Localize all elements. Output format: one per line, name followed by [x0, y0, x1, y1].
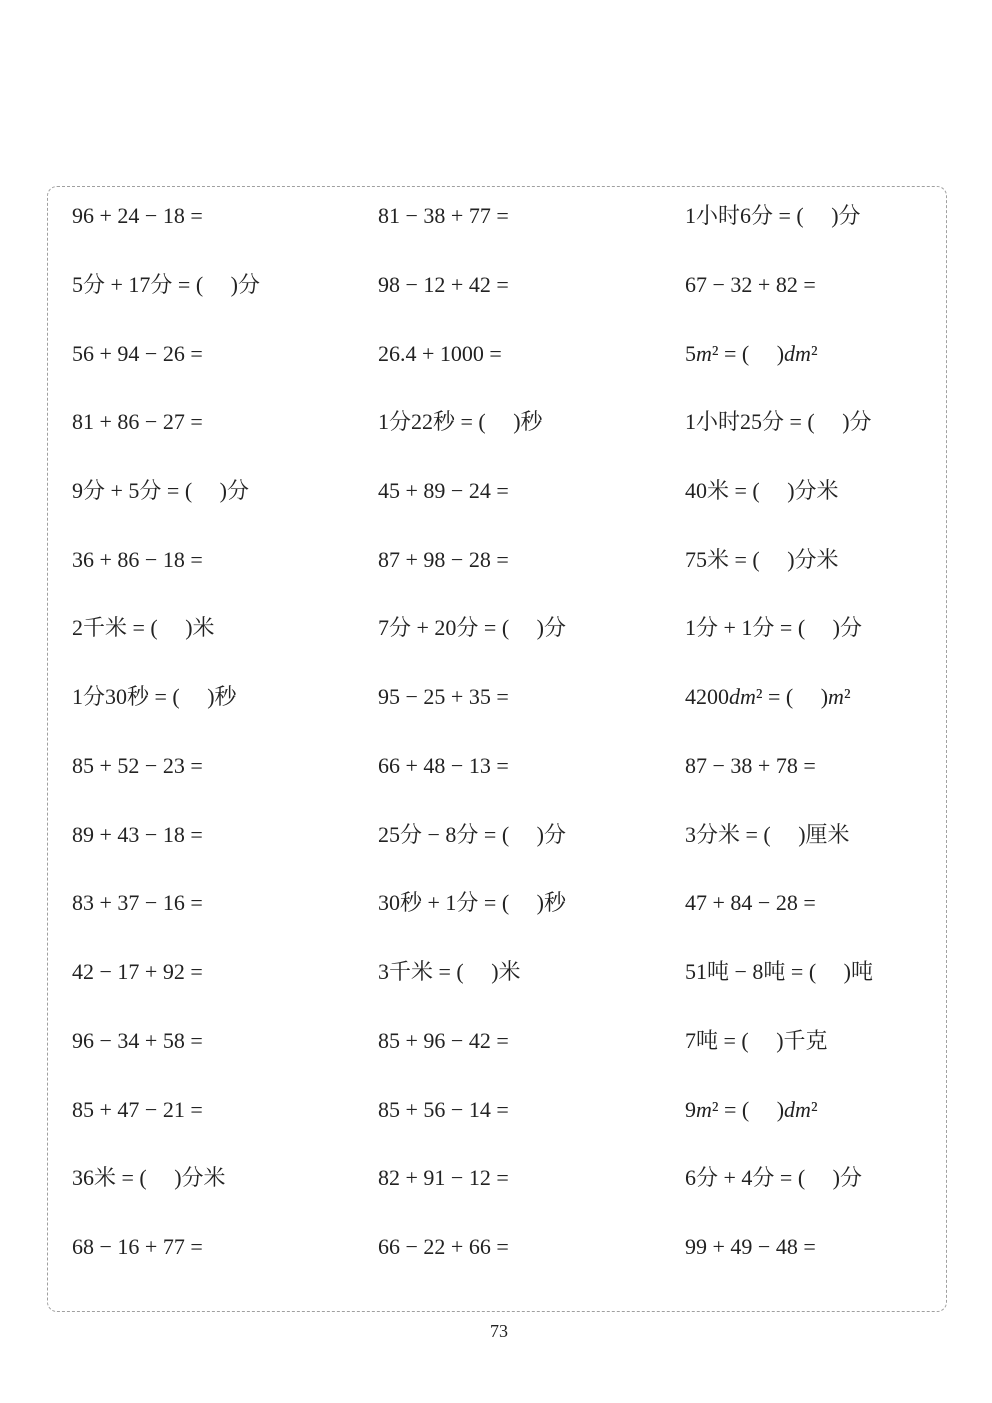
problem-r3-c1: 56 + 94 − 26 = [72, 340, 203, 366]
problem-r10-c1: 89 + 43 − 18 = [72, 821, 203, 847]
problem-r14-c3: 9m² = ( )dm² [685, 1096, 818, 1122]
problem-r7-c1: 2千米 = ( )米 [72, 615, 215, 641]
problem-r6-c2: 87 + 98 − 28 = [378, 546, 509, 572]
problem-r11-c3: 47 + 84 − 28 = [685, 890, 816, 916]
problem-r13-c2: 85 + 96 − 42 = [378, 1027, 509, 1053]
problem-r10-c2: 25分 − 8分 = ( )分 [378, 821, 566, 847]
problem-r13-c3: 7吨 = ( )千克 [685, 1027, 828, 1053]
problem-r3-c2: 26.4 + 1000 = [378, 340, 502, 366]
problem-r12-c3: 51吨 − 8吨 = ( )吨 [685, 959, 873, 984]
problem-r5-c2: 45 + 89 − 24 = [378, 477, 509, 503]
problem-r10-c3: 3分米 = ( )厘米 [685, 821, 850, 847]
problem-r11-c2: 30秒 + 1分 = ( )秒 [378, 890, 566, 916]
problem-r8-c3: 4200dm² = ( )m² [685, 684, 851, 710]
problem-r8-c1: 1分30秒 = ( )秒 [72, 684, 237, 710]
problem-r11-c1: 83 + 37 − 16 = [72, 890, 203, 916]
problem-r9-c1: 85 + 52 − 23 = [72, 752, 203, 778]
problem-r16-c1: 68 − 16 + 77 = [72, 1234, 203, 1259]
problem-r1-c3: 1小时6分 = ( )分 [685, 203, 861, 228]
problem-r16-c2: 66 − 22 + 66 = [378, 1234, 509, 1259]
problem-r13-c1: 96 − 34 + 58 = [72, 1027, 203, 1053]
problem-r7-c3: 1分 + 1分 = ( )分 [685, 615, 862, 641]
problem-r2-c1: 5分 + 17分 = ( )分 [72, 271, 260, 297]
problem-r15-c3: 6分 + 4分 = ( )分 [685, 1165, 862, 1191]
problem-r6-c1: 36 + 86 − 18 = [72, 546, 203, 572]
problem-r2-c3: 67 − 32 + 82 = [685, 271, 816, 297]
problem-r6-c3: 75米 = ( )分米 [685, 546, 839, 572]
problem-r9-c2: 66 + 48 − 13 = [378, 752, 509, 778]
problem-r12-c2: 3千米 = ( )米 [378, 959, 521, 984]
problem-r15-c1: 36米 = ( )分米 [72, 1165, 226, 1191]
problem-r14-c2: 85 + 56 − 14 = [378, 1096, 509, 1122]
problem-r1-c2: 81 − 38 + 77 = [378, 203, 509, 228]
problem-r2-c2: 98 − 12 + 42 = [378, 271, 509, 297]
problem-r4-c1: 81 + 86 − 27 = [72, 409, 203, 435]
problem-r9-c3: 87 − 38 + 78 = [685, 752, 816, 778]
problem-r5-c3: 40米 = ( )分米 [685, 477, 839, 503]
problem-r5-c1: 9分 + 5分 = ( )分 [72, 477, 249, 503]
problem-r8-c2: 95 − 25 + 35 = [378, 684, 509, 710]
problem-r7-c2: 7分 + 20分 = ( )分 [378, 615, 566, 641]
page-number: 73 [490, 1321, 508, 1341]
problem-r15-c2: 82 + 91 − 12 = [378, 1165, 509, 1191]
problem-r3-c3: 5m² = ( )dm² [685, 340, 818, 366]
problem-r14-c1: 85 + 47 − 21 = [72, 1096, 203, 1122]
problem-r4-c2: 1分22秒 = ( )秒 [378, 409, 543, 435]
problem-r12-c1: 42 − 17 + 92 = [72, 959, 203, 984]
problem-r4-c3: 1小时25分 = ( )分 [685, 409, 872, 435]
problem-r1-c1: 96 + 24 − 18 = [72, 203, 203, 228]
problem-r16-c3: 99 + 49 − 48 = [685, 1234, 816, 1259]
